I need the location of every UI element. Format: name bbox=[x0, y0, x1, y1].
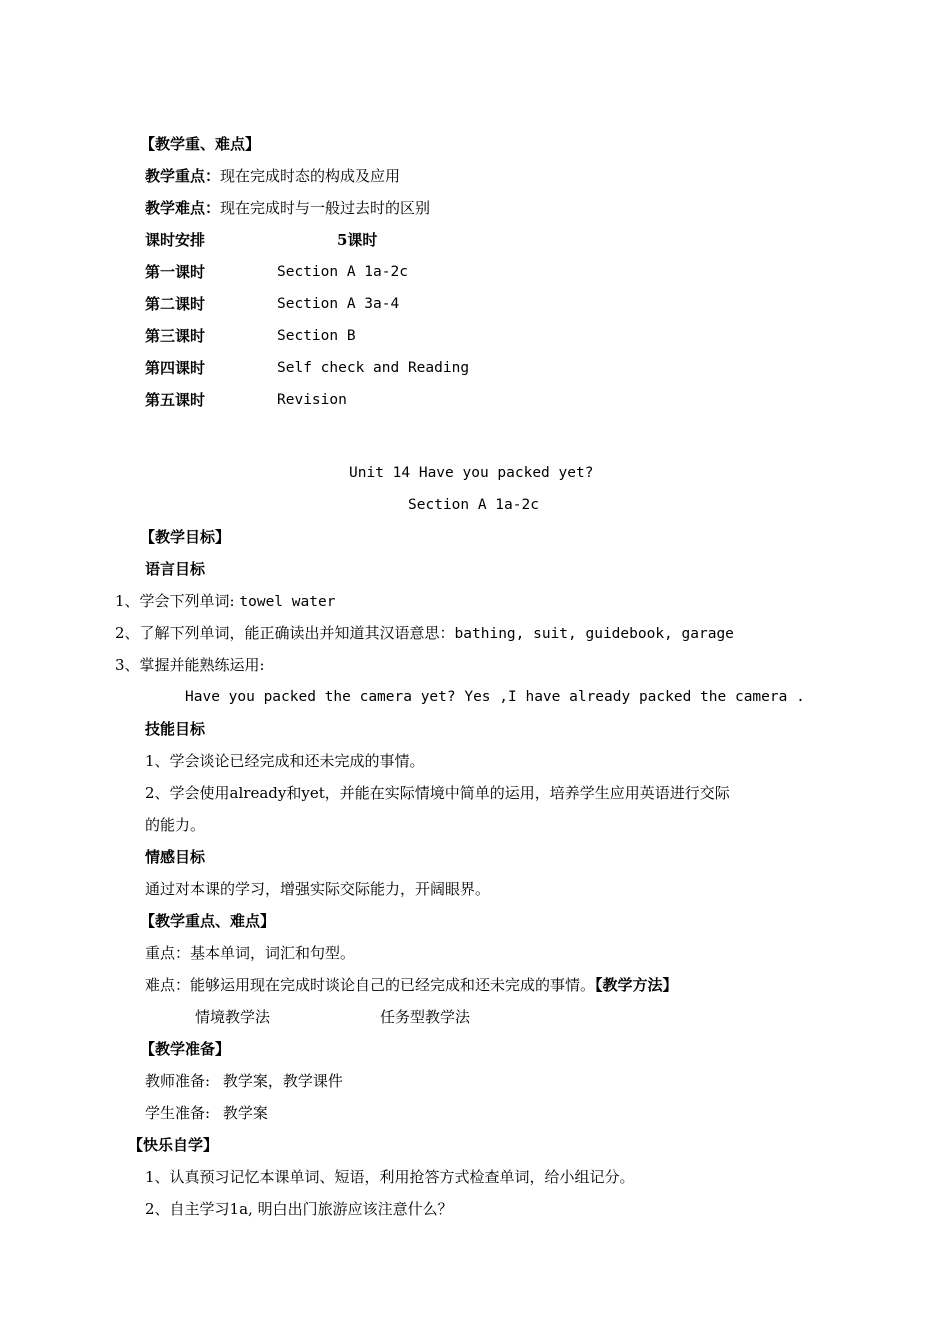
skill-objective-1: 1、学会谈论已经完成和还未完成的事情。 bbox=[145, 752, 425, 770]
language-objective-heading: 语言目标 bbox=[145, 560, 206, 578]
schedule-row-value: Section A 1a-2c bbox=[277, 264, 408, 280]
skill-objective-2-continued: 的能力。 bbox=[145, 816, 206, 834]
objectives-heading: 【教学目标】 bbox=[140, 528, 231, 546]
schedule-row-label: 第三课时 bbox=[145, 327, 206, 345]
schedule-row-label: 第二课时 bbox=[145, 295, 206, 313]
skill-objective-heading: 技能目标 bbox=[145, 720, 206, 738]
preparation-heading: 【教学准备】 bbox=[140, 1040, 231, 1058]
schedule-row-label: 第五课时 bbox=[145, 391, 206, 409]
difficult-point-line bbox=[145, 198, 430, 218]
schedule-row-label: 第四课时 bbox=[145, 359, 206, 377]
language-objective-1-words: towel water bbox=[239, 594, 336, 610]
teacher-preparation-label: 教师准备: bbox=[145, 1072, 211, 1090]
key-points-difficult: 难点：能够运用现在完成时谈论自己的已经完成和还未完成的事情。 bbox=[145, 976, 596, 994]
language-objective-2-words: bathing, suit, guidebook, garage bbox=[454, 626, 734, 642]
difficult-point-text: 现在完成时与一般过去时的区别 bbox=[220, 199, 431, 217]
key-points-key: 重点：基本单词，词汇和句型。 bbox=[145, 944, 356, 962]
self-study-heading: 【快乐自学】 bbox=[128, 1136, 219, 1154]
skill-objective-2: 2、学会使用already和yet，并能在实际情境中简单的运用，培养学生应用英语进行交际 bbox=[145, 784, 730, 802]
key-point-text: 现在完成时态的构成及应用 bbox=[220, 167, 401, 185]
emotion-objective-text: 通过对本课的学习，增强实际交际能力，开阔眼界。 bbox=[145, 880, 491, 898]
target-sentence: Have you packed the camera yet? Yes ,I have already packed the camera . bbox=[185, 689, 805, 705]
student-preparation-text: 教学案 bbox=[222, 1104, 268, 1122]
difficult-point-label: 教学难点： bbox=[145, 199, 221, 217]
method-heading: 【教学方法】 bbox=[595, 976, 678, 994]
unit-section: Section A 1a-2c bbox=[408, 497, 539, 513]
emotion-objective-heading: 情感目标 bbox=[145, 848, 206, 866]
teacher-preparation-text: 教学案，教学课件 bbox=[222, 1072, 343, 1090]
key-points-difficult-line bbox=[145, 975, 678, 995]
method-1: 情境教学法 bbox=[195, 1008, 271, 1026]
schedule-row-value: Section B bbox=[277, 328, 356, 344]
language-objective-1 bbox=[115, 591, 335, 612]
language-objective-2 bbox=[115, 623, 734, 644]
schedule-row-value: Section A 3a-4 bbox=[277, 296, 400, 312]
schedule-row-label: 第一课时 bbox=[145, 263, 206, 281]
focus-heading: 【教学重、难点】 bbox=[140, 135, 261, 153]
student-preparation-label: 学生准备: bbox=[145, 1104, 211, 1122]
language-objective-3: 3、掌握并能熟练运用: bbox=[115, 656, 265, 674]
method-2: 任务型教学法 bbox=[380, 1008, 471, 1026]
schedule-row-value: Revision bbox=[277, 392, 347, 408]
unit-title: Unit 14 Have you packed yet? bbox=[349, 465, 594, 481]
key-point-line bbox=[145, 166, 400, 186]
key-points-heading: 【教学重点、难点】 bbox=[140, 912, 276, 930]
schedule-total: 5课时 bbox=[337, 231, 378, 249]
self-study-item-2: 2、自主学习1a, 明白出门旅游应该注意什么？ bbox=[145, 1200, 453, 1218]
language-objective-1-prefix: 1、学会下列单词: bbox=[115, 592, 235, 610]
self-study-item-1: 1、认真预习记忆本课单词、短语，利用抢答方式检查单词，给小组记分。 bbox=[145, 1168, 635, 1186]
student-preparation bbox=[145, 1103, 268, 1123]
language-objective-2-prefix: 2、了解下列单词，能正确读出并知道其汉语意思： bbox=[115, 624, 455, 642]
schedule-row-value: Self check and Reading bbox=[277, 360, 470, 376]
teacher-preparation bbox=[145, 1071, 343, 1091]
key-point-label: 教学重点： bbox=[145, 167, 221, 185]
schedule-label: 课时安排 bbox=[145, 231, 206, 249]
